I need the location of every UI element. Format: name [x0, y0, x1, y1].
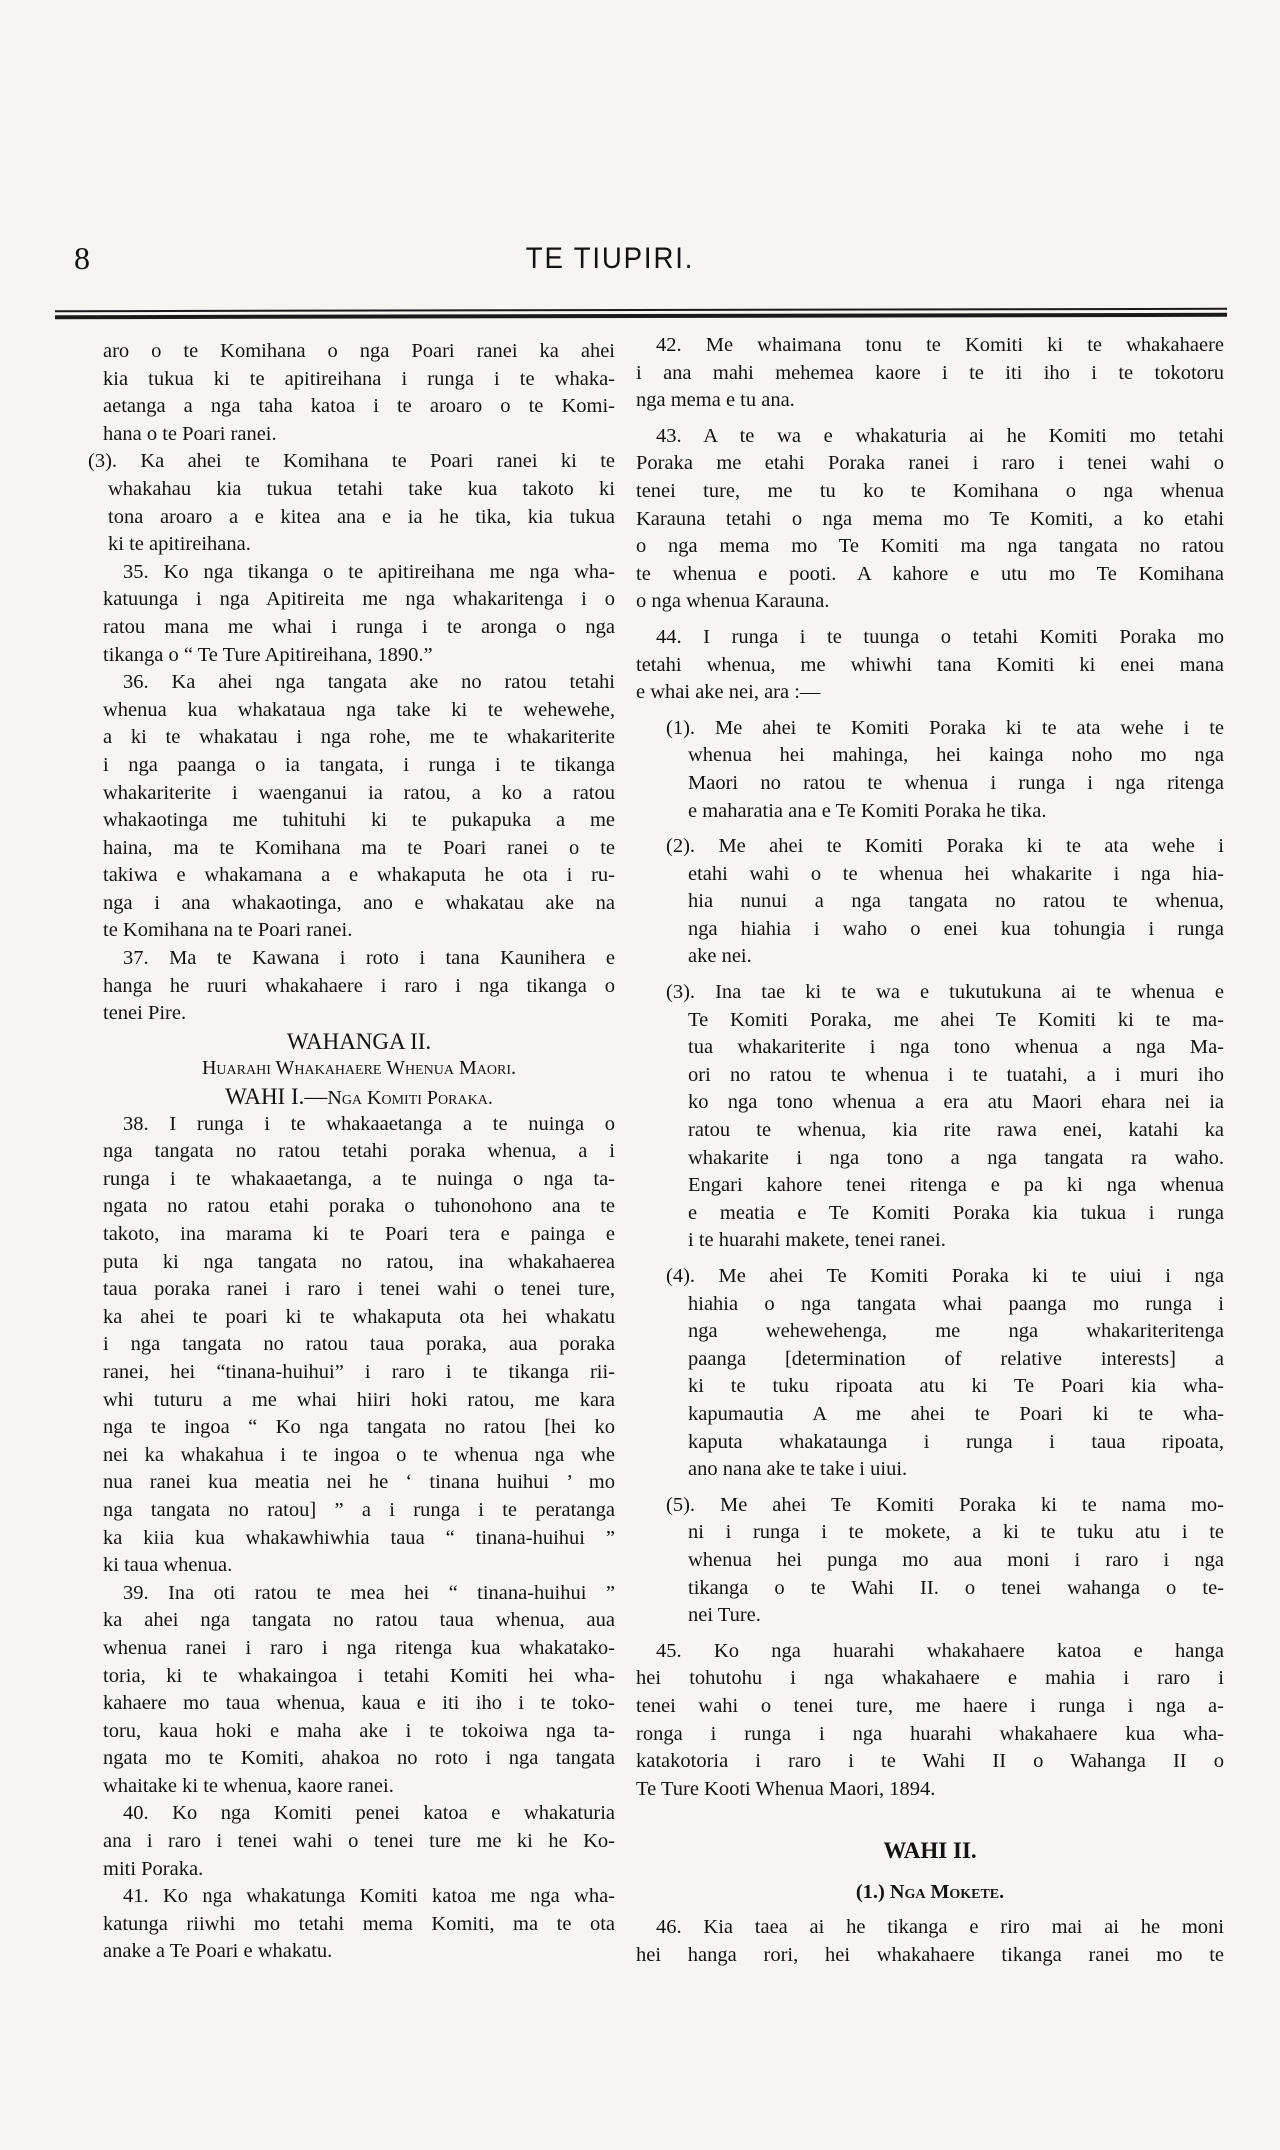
text-line: e meatia e Te Komiti Poraka kia tukua i runga: [688, 1201, 1224, 1224]
text-line: katunga riiwhi mo tetahi mema Komiti, ma te ota: [103, 1912, 615, 1935]
newspaper-title: TE TIUPIRI.: [525, 242, 695, 275]
text-line: miti Poraka.: [103, 1857, 204, 1880]
text-line: 40. Ko nga Komiti penei katoa e whakaturia: [123, 1802, 615, 1825]
text-line: tenei wahi o tenei ture, me haere i runga i nga a-: [636, 1694, 1224, 1717]
text-line: Karauna tetahi o nga mema mo Te Komiti, a ko etahi: [636, 507, 1224, 530]
text-line: (5). Me ahei Te Komiti Poraka ki te nama mo-: [666, 1493, 1224, 1516]
text-line: ni i runga i te mokete, a ki te tuku atu i te: [688, 1521, 1224, 1544]
text-line: whakariterite i waenganui ia ratou, a ko a ratou: [103, 781, 615, 804]
page-number: 8: [74, 240, 90, 276]
text-line: nga te ingoa “ Ko nga tangata no ratou [hei ko: [103, 1416, 615, 1439]
text-line: etahi wahi o te whenua hei whakarite i nga hia-: [688, 862, 1224, 885]
clause-paragraph: [636, 423, 1224, 616]
subclause-paragraph: [636, 833, 1224, 971]
clause-paragraph: [103, 945, 615, 1028]
text-line: i ana mahi mehemea kaore i te iti iho i te tokotoru: [636, 361, 1224, 384]
section-heading: [103, 1055, 615, 1083]
text-line: katuunga i nga Apitireita me nga whakaritenga i o: [103, 588, 615, 611]
continued-paragraph: [103, 338, 615, 448]
text-line: nga i ana whakaotinga, ano e whakatau ake na: [103, 891, 615, 914]
text-line: a ki te whakatau i nga rohe, me te whakariterite: [103, 726, 615, 749]
text-line: anake a Te Poari e whakatu.: [103, 1940, 333, 1963]
text-line: hana o te Poari ranei.: [103, 422, 277, 445]
clause-paragraph: [636, 332, 1224, 415]
subclause-paragraph: [636, 979, 1224, 1255]
text-line: whi tuturu a me whai hiiri hoki ratou, me kara: [103, 1388, 615, 1411]
text-line: toru, kaua hoki e maha ake i te tokoiwa nga ta-: [103, 1719, 615, 1742]
text-line: hei tohutohu i nga whakahaere e mahia i raro i: [636, 1667, 1224, 1690]
text-line: (1). Me ahei te Komiti Poraka ki te ata wehe i te: [666, 716, 1224, 739]
clause-paragraph: [103, 1883, 615, 1966]
text-line: ratou te whenua, kia rite rawa enei, katahi ka: [688, 1119, 1224, 1142]
subclause-paragraph: [636, 1263, 1224, 1484]
text-line: kahaere mo taua whenua, kaua e iti iho i te toko-: [103, 1692, 615, 1715]
text-line: ka ahei nga tangata no ratou taua whenua, aua: [103, 1609, 615, 1632]
text-line: tenei ture, me tu ko te Komihana o nga whenua: [636, 479, 1224, 502]
text-line: 36. Ka ahei nga tangata ake no ratou tetahi: [123, 671, 615, 694]
text-line: te whenua e pooti. A kahore e utu mo Te Komihana: [636, 562, 1224, 585]
text-line: 44. I runga i te tuunga o tetahi Komiti Poraka mo: [656, 625, 1224, 648]
heading-text: Huarahi Whakahaere Whenua Maori.: [201, 1057, 517, 1080]
section-heading: [103, 1028, 615, 1056]
text-line: kapumautia A me ahei te Poari ki te wha-: [688, 1402, 1224, 1425]
text-line: hei hanga rori, hei whakahaere tikanga ranei mo te: [636, 1944, 1224, 1967]
header-rule-thin: [55, 308, 1227, 312]
text-line: whenua kua whakataua nga take ki te wehewehe,: [103, 698, 615, 721]
section-heading: [636, 1837, 1224, 1865]
text-line: (2). Me ahei te Komiti Poraka ki te ata wehe i: [666, 835, 1224, 858]
clause-paragraph: [103, 669, 615, 945]
text-line: paanga [determination of relative interests] a: [688, 1347, 1224, 1370]
text-line: tona aroaro a e kitea ana e ia he tika, kia tukua: [108, 505, 615, 528]
text-line: i te huarahi makete, tenei ranei.: [688, 1229, 946, 1252]
text-line: 46. Kia taea ai he tikanga e riro mai ai he moni: [656, 1916, 1224, 1939]
clause-paragraph: [103, 1111, 615, 1580]
text-line: Engari kahore tenei ritenga e pa ki nga whenua: [688, 1174, 1224, 1197]
text-line: tenei Pire.: [103, 1002, 187, 1025]
text-line: katakotoria i raro i te Wahi II o Wahanga II o: [636, 1750, 1224, 1773]
text-line: ki taua whenua.: [103, 1554, 233, 1577]
clause-paragraph: [636, 624, 1224, 707]
text-line: te Komihana na te Poari ranei.: [103, 919, 353, 942]
text-line: 38. I runga i te whakaaetanga a te nuinga o: [123, 1112, 615, 1135]
text-line: 43. A te wa e whakaturia ai he Komiti mo tetahi: [656, 424, 1224, 447]
section-heading: [103, 1083, 615, 1111]
text-line: ko nga tono whenua a era atu Maori ehara nei ia: [688, 1091, 1224, 1114]
text-line: ka kiia kua whakawhiwhia taua “ tinana-huihui ”: [103, 1526, 615, 1549]
text-line: ana i raro i tenei wahi o tenei ture me ki he Ko-: [103, 1830, 615, 1853]
heading-text: (1.): [855, 1880, 891, 1903]
text-line: ki te tuku ripoata atu ki Te Poari kia wha-: [688, 1375, 1224, 1398]
text-line: Maori no ratou te whenua i runga i nga ritenga: [688, 771, 1224, 794]
text-line: nga hiahia i waho o enei kua tohungia i runga: [688, 917, 1224, 940]
text-line: toria, ki te whakaingoa i tetahi Komiti hei wha-: [103, 1664, 615, 1687]
clause-paragraph: [103, 1800, 615, 1883]
text-line: kia tukua ki te apitireihana i runga i te whaka-: [103, 367, 615, 390]
text-line: o nga mema mo Te Komiti ma nga tangata no ratou: [636, 535, 1224, 558]
text-line: whakarite i nga tono a nga tangata ra waho.: [688, 1146, 1224, 1169]
text-line: nga tangata no ratou] ” a i runga i te peratanga: [103, 1498, 615, 1521]
text-line: whenua hei punga mo aua moni i raro i nga: [688, 1548, 1224, 1571]
text-line: ratou mana me whai i runga i te aronga o nga: [103, 615, 615, 638]
heading-text: Nga Mokete.: [890, 1880, 1005, 1903]
text-line: 35. Ko nga tikanga o te apitireihana me nga wha-: [123, 560, 615, 583]
heading-text: WAHI II.: [883, 1838, 977, 1864]
text-line: tetahi whenua, me whiwhi tana Komiti ki enei mana: [636, 653, 1224, 676]
text-line: haina, ma te Komihana ma te Poari ranei o te: [103, 836, 615, 859]
subclause-paragraph: [88, 448, 615, 558]
column-right: [636, 332, 1224, 1970]
text-line: nei ka whakahua i te ingoa o te whenua nga whe: [103, 1443, 615, 1466]
text-line: ano nana ake te take i uiui.: [688, 1458, 908, 1481]
text-line: aro o te Komihana o nga Poari ranei ka ahei: [103, 340, 615, 362]
text-line: tikanga o “ Te Ture Apitireihana, 1890.”: [103, 643, 433, 666]
text-line: ranei, hei “tinana-huihui” i raro i te tikanga rii-: [103, 1360, 615, 1383]
text-line: runga i te whakaaetanga, a te nuinga o nga ta-: [103, 1167, 615, 1190]
text-line: i nga tangata no ratou taua poraka, aua poraka: [103, 1333, 615, 1356]
text-line: 37. Ma te Kawana i roto i tana Kaunihera e: [123, 947, 615, 970]
text-line: whenua ranei i raro i nga ritenga kua whakatako-: [103, 1636, 615, 1659]
text-line: Te Komiti Poraka, me ahei Te Komiti ki te ma-: [688, 1008, 1224, 1031]
clause-paragraph: [636, 1914, 1224, 1969]
text-line: Poraka me etahi Poraka ranei i raro i tenei wahi o: [636, 452, 1224, 475]
heading-text: WAHANGA II.: [286, 1028, 432, 1054]
text-line: ori no ratou te whenua i te tuatahi, a i muri iho: [688, 1063, 1224, 1086]
text-line: aetanga a nga taha katoa i te aroaro o te Komi-: [103, 395, 615, 418]
text-line: ronga i runga i nga huarahi whakahaere kua wha-: [636, 1722, 1224, 1745]
section-heading: [636, 1879, 1224, 1907]
clause-paragraph: [103, 1580, 615, 1801]
text-line: tua whakariterite i nga tono whenua a nga Ma-: [688, 1036, 1224, 1059]
heading-text: Nga Komiti Poraka.: [327, 1087, 493, 1110]
text-line: (3). Ka ahei te Komihana te Poari ranei ki te: [88, 450, 615, 473]
text-line: tikanga o te Wahi II. o tenei wahanga o te-: [688, 1576, 1224, 1599]
text-line: taua poraka ranei i raro i tenei wahi o tenei ture,: [103, 1278, 615, 1301]
text-line: ngata no ratou etahi poraka o tuhonohono ana te: [103, 1195, 615, 1218]
text-line: ngata mo te Komiti, ahakoa no roto i nga tangata: [103, 1747, 615, 1770]
text-line: ki te apitireihana.: [108, 533, 251, 556]
text-line: hia nunui a nga tangata no ratou te whenua,: [688, 890, 1224, 913]
text-line: whakaotinga me tuhituhi ki te pukapuka a me: [103, 809, 615, 832]
text-line: whakahau kia tukua tetahi take kua takoto ki: [108, 477, 615, 500]
column-left: [88, 338, 615, 1966]
heading-text: WAHI I.—: [225, 1084, 328, 1110]
text-line: Te Ture Kooti Whenua Maori, 1894.: [636, 1777, 936, 1800]
text-line: 45. Ko nga huarahi whakahaere katoa e hanga: [656, 1639, 1224, 1662]
subclause-paragraph: [636, 1492, 1224, 1630]
text-line: takoto, ina marama ki te Poari tera e painga e: [103, 1223, 615, 1245]
text-line: whaitake ki te whenua, kaore ranei.: [103, 1774, 394, 1797]
clause-paragraph: [103, 559, 615, 669]
text-line: nua ranei kua meatia nei he ‘ tinana huihui ’ mo: [103, 1471, 615, 1494]
text-line: i nga paanga o ia tangata, i runga i te tikanga: [103, 753, 615, 776]
text-line: (4). Me ahei Te Komiti Poraka ki te uiui i nga: [666, 1265, 1224, 1287]
text-line: nga mema e tu ana.: [636, 389, 795, 412]
text-line: e whai ake nei, ara :—: [636, 681, 821, 704]
text-line: 39. Ina oti ratou te mea hei “ tinana-huihui ”: [123, 1581, 615, 1604]
text-line: o nga whenua Karauna.: [636, 590, 830, 613]
text-line: e maharatia ana e Te Komiti Poraka he tika.: [688, 799, 1047, 822]
text-line: nga wehewehenga, me nga whakariteritenga: [688, 1320, 1224, 1343]
text-line: nga tangata no ratou tetahi poraka whenua, a i: [103, 1140, 615, 1163]
text-line: hiahia o nga tangata whai paanga mo runga i: [688, 1292, 1224, 1315]
text-line: 42. Me whaimana tonu te Komiti ki te whakahaere: [656, 334, 1224, 356]
text-line: 41. Ko nga whakatunga Komiti katoa me nga wha-: [123, 1885, 615, 1908]
subclause-paragraph: [636, 715, 1224, 825]
header-rule-thick: [55, 313, 1227, 319]
text-line: takiwa e whakamana a e whakaputa he ota i ru-: [103, 864, 615, 887]
text-line: puta ki nga tangata no ratou, ina whakahaerea: [103, 1250, 615, 1273]
text-line: whenua hei mahinga, hei kainga noho mo nga: [688, 744, 1224, 767]
clause-paragraph: [636, 1638, 1224, 1804]
text-line: nei Ture.: [688, 1604, 761, 1627]
text-line: ka ahei te poari ki te whakaputa ota hei whakatu: [103, 1305, 615, 1328]
text-line: ake nei.: [688, 945, 752, 968]
text-line: kaputa whakataunga i runga i taua ripoata,: [688, 1430, 1224, 1453]
text-line: (3). Ina tae ki te wa e tukutukuna ai te whenua e: [666, 981, 1224, 1004]
text-line: hanga he ruuri whakahaere i raro i nga tikanga o: [103, 974, 615, 997]
